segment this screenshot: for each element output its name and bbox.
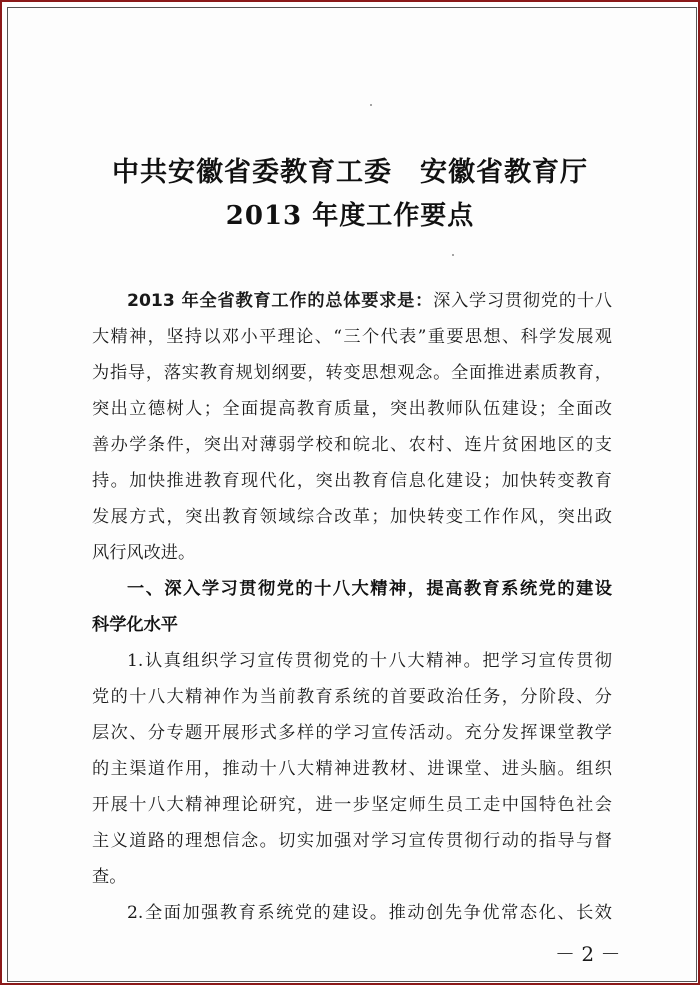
- intro-line-1: [127, 290, 612, 312]
- intro-line-7: 发展方式，突出教育领域综合改革；加快转变工作作风，突出政: [92, 507, 612, 527]
- item1-line-3: 层次、分专题开展形式多样的学习宣传活动。充分发挥课堂教学: [92, 723, 612, 743]
- section1-heading-line2: 科学化水平: [92, 615, 178, 635]
- item2-line-1: 2.全面加强教育系统党的建设。推动创先争优常态化、长效: [127, 903, 612, 923]
- intro-line-3: 为指导，落实教育规划纲要，转变思想观念。全面推进素质教育，: [92, 363, 612, 383]
- item1-line-4: 的主渠道作用，推动十八大精神进教材、进课堂、进头脑。组织: [92, 759, 612, 779]
- intro-line1-rest: 深入学习贯彻党的十八: [433, 291, 612, 311]
- intro-lead-bold: 2013 年全省教育工作的总体要求是：: [127, 291, 434, 311]
- intro-line-2: 大精神，坚持以邓小平理论、“三个代表”重要思想、科学发展观: [92, 327, 612, 347]
- section1-heading-line1: 一、深入学习贯彻党的十八大精神，提高教育系统党的建设: [127, 579, 612, 599]
- item1-line-7: 查。: [92, 867, 127, 887]
- document-title-line2: 2013 年度工作要点: [225, 201, 475, 231]
- item1-line-2: 党的十八大精神作为当前教育系统的首要政治任务，分阶段、分: [92, 687, 612, 707]
- intro-line-6: 持。加快推进教育现代化，突出教育信息化建设；加快转变教育: [92, 471, 612, 491]
- item1-line-5: 开展十八大精神理论研究，进一步坚定师生员工走中国特色社会: [92, 795, 612, 815]
- document-title-line1: 中共安徽省委教育工委 安徽省教育厅: [112, 157, 588, 188]
- item1-line-6: 主义道路的理想信念。切实加强对学习宣传贯彻行动的指导与督: [92, 831, 612, 851]
- item1-line-1: 1.认真组织学习宣传贯彻党的十八大精神。把学习宣传贯彻: [127, 651, 612, 671]
- scan-speck: [370, 104, 372, 106]
- intro-line-5: 善办学条件，突出对薄弱学校和皖北、农村、连片贫困地区的支: [92, 435, 612, 455]
- intro-line-4: 突出立德树人；全面提高教育质量，突出教师队伍建设；全面改: [92, 399, 612, 419]
- intro-line-8: 风行风改进。: [92, 543, 196, 563]
- page-number: － 2 －: [555, 942, 621, 966]
- scan-speck: [452, 254, 454, 256]
